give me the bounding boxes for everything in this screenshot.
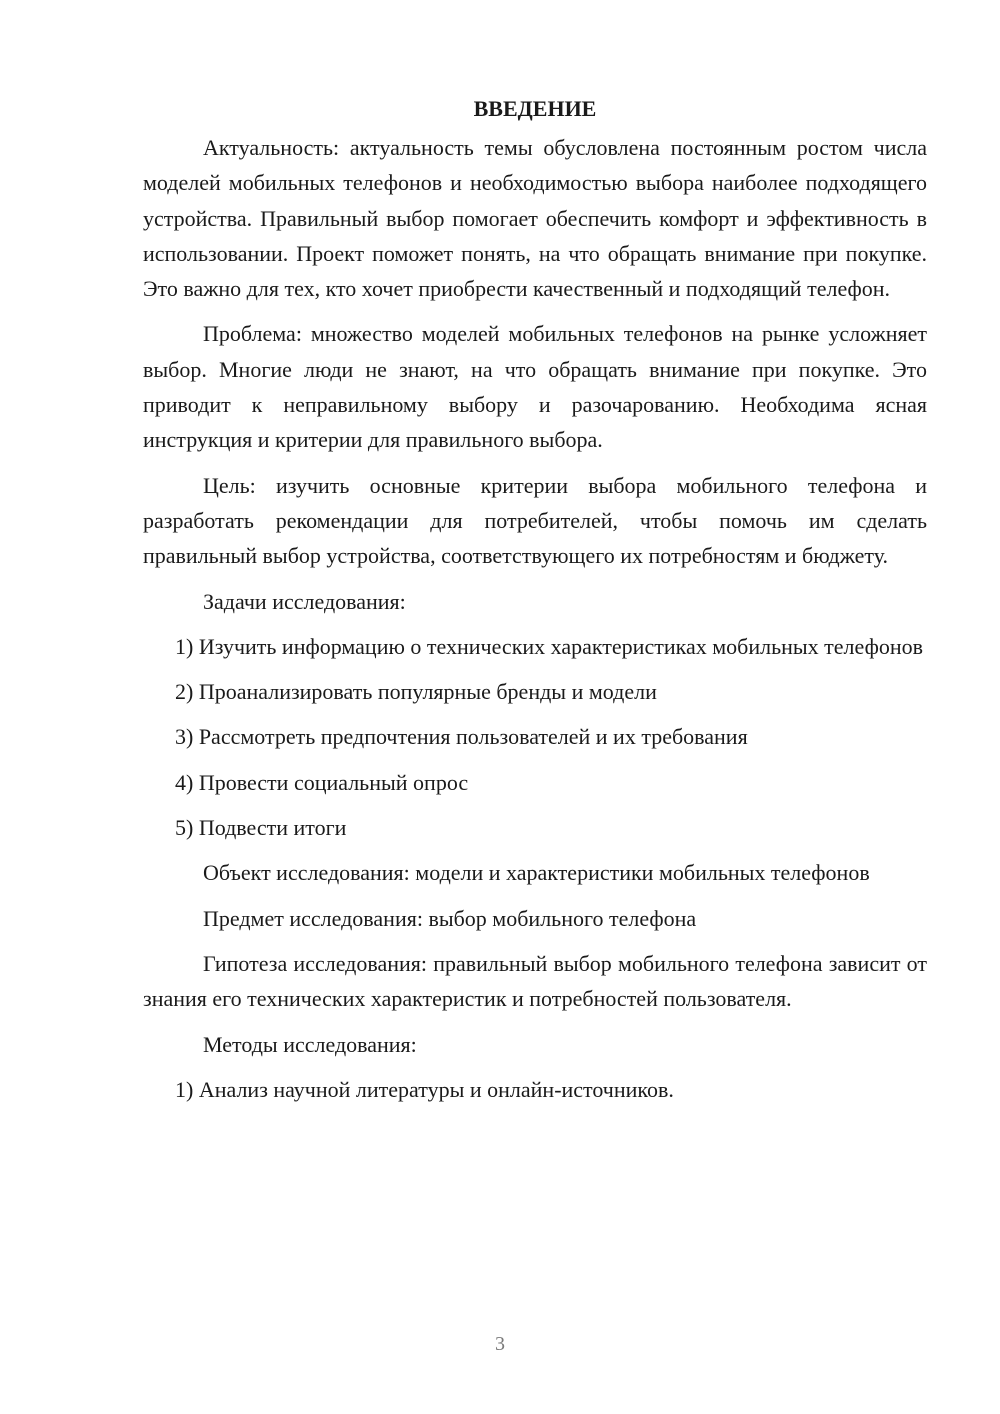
methods-heading: Методы исследования: bbox=[203, 1031, 417, 1057]
task-item: 2) Проанализировать популярные бренды и модели bbox=[175, 679, 657, 705]
problem-paragraph: Проблема: множество моделей мобильных телефонов на рынке усложняет выбор. Многие люди не знают, на что обращать внимание при покупке. Это приводит к неправильному выбору и разочарованию. Необходима ясная инструкция и критерии для правильного выбора. bbox=[143, 321, 927, 453]
goal-paragraph: Цель: изучить основные критерии выбора мобильного телефона и разработать рекомендации для потребителей, чтобы помочь им сделать правильный выбор устройства, соответствующего их потребностям и бюджету. bbox=[143, 472, 927, 569]
hypothesis-paragraph: Гипотеза исследования: правильный выбор мобильного телефона зависит от знания его технических характеристик и потребностей пользователя. bbox=[143, 950, 927, 1012]
object-paragraph: Объект исследования: модели и характеристики мобильных телефонов bbox=[203, 860, 870, 886]
task-item: 3) Рассмотреть предпочтения пользователей и их требования bbox=[175, 724, 748, 750]
section-title: ВВЕДЕНИЕ bbox=[473, 96, 597, 121]
page-body bbox=[143, 94, 927, 1107]
subject-paragraph: Предмет исследования: выбор мобильного телефона bbox=[203, 905, 697, 931]
method-item: 1) Анализ научной литературы и онлайн-источников. bbox=[175, 1076, 674, 1102]
task-item: 4) Провести социальный опрос bbox=[175, 769, 469, 795]
tasks-heading: Задачи исследования: bbox=[203, 588, 406, 614]
task-item: 1) Изучить информацию о технических характеристиках мобильных телефонов bbox=[175, 633, 923, 659]
relevance-paragraph: Актуальность: актуальность темы обусловлена постоянным ростом числа моделей мобильных телефонов и необходимостью выбора наиболее подходящего устройства. Правильный выбор помогает обеспечить комфорт и эффективность в использовании. Проект поможет понять, на что обращать внимание при покупке. Это важно для тех, кто хочет приобрести качественный и подходящий телефон. bbox=[143, 135, 927, 302]
task-item: 5) Подвести итоги bbox=[175, 815, 347, 841]
page-number: 3 bbox=[495, 1333, 505, 1355]
